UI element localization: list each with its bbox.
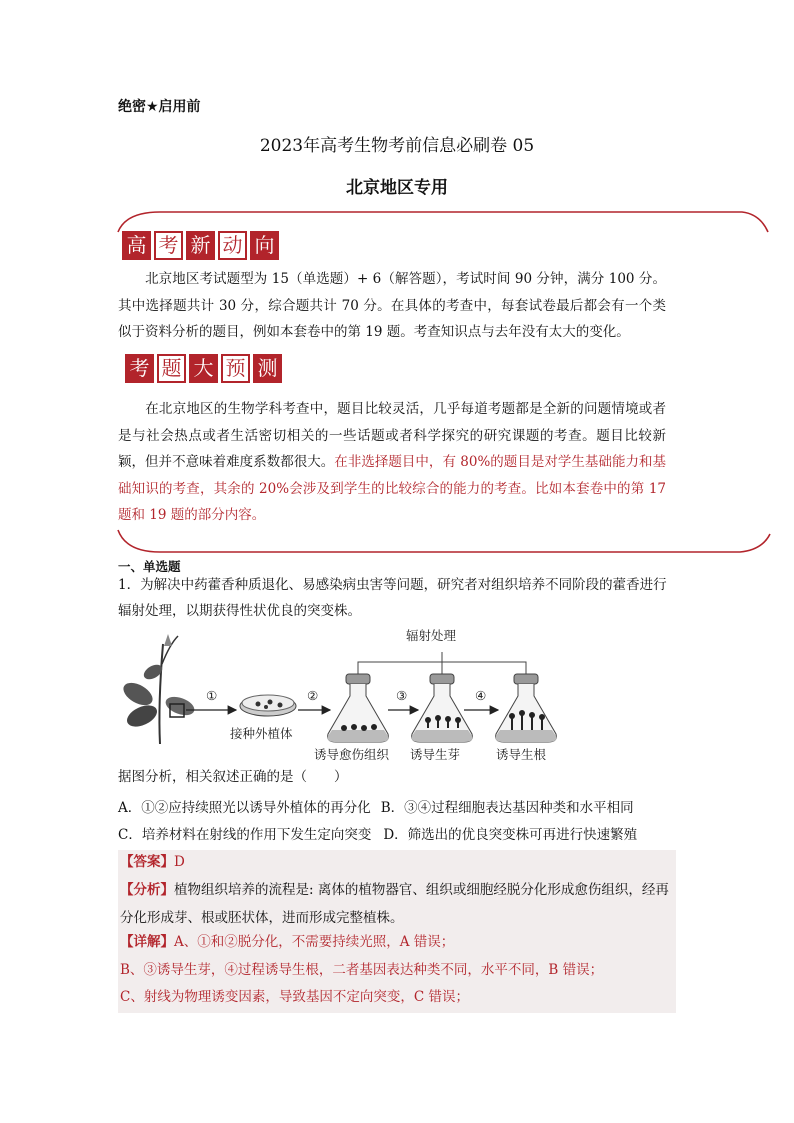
heading-tile: 新 [186,231,215,260]
step-4-label: ④ [475,688,487,703]
flask-shoot-label: 诱导生芽 [410,747,461,762]
option-b[interactable]: B．③④过程细胞表达基因种类和水平相同 [380,800,634,816]
question-prompt: 据图分析，相关叙述正确的是（ ） [118,769,348,785]
flask-root-label: 诱导生根 [496,747,547,762]
heading-tile: 动 [218,231,247,260]
detail-text: A、①和②脱分化，不需要持续光照，A 错误； [174,934,455,950]
options-row-2 [118,823,637,843]
analysis-text: 植物组织培养的流程是: 离体的植物器官、组织或细胞经脱分化形成愈伤组织，经再分化形成芽、根或胚状体，进而形成完整植株。 [120,882,669,926]
heading-tile: 高 [122,231,151,260]
flask-root [496,674,557,742]
analysis-key: 【分析】 [120,882,174,898]
heading-tile: 考 [125,354,154,383]
answer-value: D [174,854,185,870]
answer-key: 【答案】 [120,854,174,870]
plant-illustration [120,634,197,744]
heading-tile: 测 [253,354,282,383]
detail-key: 【详解】 [120,934,174,950]
option-a[interactable]: A．①②应持续照光以诱导外植体的再分化 [118,800,371,816]
answer-line [120,848,676,876]
detail-line-b: B、③诱导生芽，④过程诱导生根，二者基因表达种类不同，水平不同，B 错误； [120,962,604,978]
trend-heading [122,231,282,260]
option-c[interactable]: C．培养材料在射线的作用下发生定向突变 [118,827,372,843]
heading-tile: 题 [157,354,186,383]
step-3-label: ③ [396,688,408,703]
trend-text: 北京地区考试题型为 15（单选题）+ 6（解答题），考试时间 90 分钟，满分 100 分。其中选择题共计 30 分，综合题共计 70 分。在具体的考查中，每套试卷最后都会有一个类似于资料分析的题目，例如本套卷中的第 19 题。考查知识点与去年没有太大的变化。 [118,271,666,340]
section-heading: 一、单选题 [118,559,181,574]
options-row-1 [118,796,634,816]
secret-label: 绝密★启用前 [118,99,201,115]
detail-line [120,928,676,956]
trend-paragraph [118,266,666,346]
radiation-label: 辐射处理 [406,628,457,643]
heading-tile: 预 [221,354,250,383]
heading-tile: 向 [250,231,279,260]
dish-label: 接种外植体 [230,726,293,741]
question-figure [118,624,678,764]
flask-shoot [412,674,473,742]
page-subtitle: 北京地区专用 [346,178,448,198]
heading-tile: 考 [154,231,183,260]
forecast-paragraph [118,396,666,529]
step-2-label: ② [307,688,319,703]
flask-callus-label: 诱导愈伤组织 [314,747,390,762]
analysis-line [120,876,676,932]
page-title: 2023年高考生物考前信息必刷卷 05 [259,136,535,156]
forecast-text: 在北京地区的生物学科考查中，题目比较灵活，几乎每道考题都是全新的问题情境或者是与社会热点或者生活密切相关的一些话题或者科学探究的研究课题的考查。题目比较新颖，但并不意味着难度系数都很大。 [118,401,666,470]
forecast-heading [125,354,285,383]
question-stem: 1．为解决中药藿香种质退化、易感染病虫害等问题，研究者对组织培养不同阶段的藿香进行辐射处理，以期获得性状优良的突变株。 [118,577,667,619]
option-d[interactable]: D．筛选出的优良突变株可再进行快速繁殖 [383,827,638,843]
detail-line-c: C、射线为物理诱变因素，导致基因不定向突变，C 错误； [120,989,469,1005]
flask-callus [328,674,389,742]
heading-tile: 大 [189,354,218,383]
petri-dish [240,695,296,716]
step-1-label: ① [206,688,218,703]
forecast-text-highlight: 在非选择题目中，有 80%的题目是对学生基础能力和基础知识的考查，其余的 20%会涉及到学生的比较综合的能力的考查。比如本套卷中的第 17 题和 19 题的部分内容。 [118,454,667,523]
